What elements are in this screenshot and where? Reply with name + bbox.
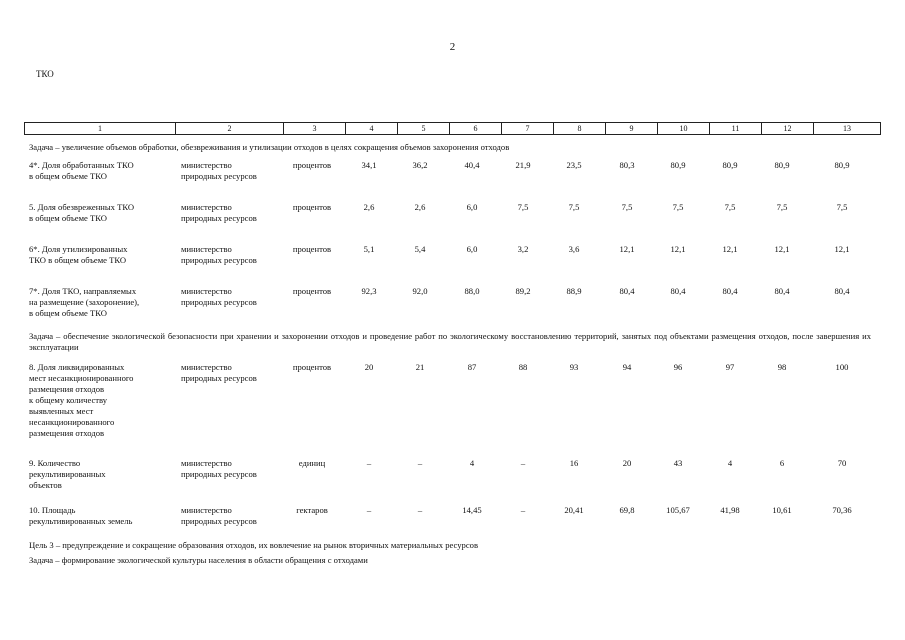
indicator-value: 7,5 — [836, 202, 848, 212]
indicator-value: 105,67 — [666, 505, 690, 515]
responsible-ministry: министерство природных ресурсов — [181, 244, 257, 265]
indicator-value: 20,41 — [564, 505, 584, 515]
indicator-name: 8. Доля ликвидированных мест несанкционированного размещения отходов к общему количеству выявленных мест несанкционированного размещения отходов — [29, 362, 134, 438]
indicator-value: 88,0 — [464, 286, 480, 296]
indicator-value: 94 — [622, 362, 632, 372]
unit: процентов — [292, 160, 332, 170]
indicator-value: 7,5 — [517, 202, 529, 212]
responsible-ministry: министерство природных ресурсов — [181, 362, 257, 383]
indicator-value: 80,4 — [670, 286, 686, 296]
column-number-header — [24, 122, 881, 135]
col-number: 3 — [284, 123, 346, 135]
indicator-value: 96 — [673, 362, 683, 372]
indicator-value: 80,9 — [722, 160, 738, 170]
col-number: 5 — [398, 123, 450, 135]
task-heading: Задача – обеспечение экологической безопасности при хранении и захоронении отходов и проведение работ по экологическому восстановлению территорий, занятых под объектами размещения отходов, после завершения их эксплуатации — [29, 331, 871, 352]
indicator-value: 6,0 — [466, 244, 478, 254]
col-number: 11 — [710, 123, 762, 135]
indicator-value: – — [366, 458, 372, 468]
unit: процентов — [292, 362, 332, 372]
indicator-value: 80,4 — [774, 286, 790, 296]
col-number: 4 — [346, 123, 398, 135]
unit: процентов — [292, 286, 332, 296]
indicator-name: 7*. Доля ТКО, направляемых на размещение (захоронение), в общем объеме ТКО — [29, 286, 140, 318]
col-number: 12 — [762, 123, 814, 135]
indicator-name: 5. Доля обезвреженных ТКО в общем объеме ТКО — [29, 202, 135, 223]
task-heading: Задача – увеличение объемов обработки, обезвреживания и утилизации отходов в целях сокращения объемов захоронения отходов — [29, 142, 510, 152]
task-heading: Задача – формирование экологической культуры населения в области обращения с отходами — [29, 555, 368, 565]
indicator-value: 80,9 — [774, 160, 790, 170]
indicator-value: 12,1 — [619, 244, 635, 254]
indicator-name: 10. Площадь рекультивированных земель — [29, 505, 133, 526]
indicator-value: 34,1 — [361, 160, 377, 170]
indicator-value: 98 — [777, 362, 787, 372]
responsible-ministry: министерство природных ресурсов — [181, 505, 257, 526]
col-number: 1 — [25, 123, 176, 135]
col-number: 13 — [814, 123, 881, 135]
indicator-value: 4 — [727, 458, 733, 468]
indicator-value: 14,45 — [462, 505, 482, 515]
indicator-value: 92,3 — [361, 286, 377, 296]
col-number: 10 — [658, 123, 710, 135]
col-number: 9 — [606, 123, 658, 135]
indicator-value: 20 — [622, 458, 632, 468]
indicator-value: 36,2 — [412, 160, 428, 170]
indicator-value: 5,1 — [363, 244, 375, 254]
indicator-value: 89,2 — [515, 286, 531, 296]
col-number: 7 — [502, 123, 554, 135]
indicator-value: 80,9 — [670, 160, 686, 170]
indicator-value: 88,9 — [566, 286, 582, 296]
indicator-value: 16 — [569, 458, 579, 468]
indicator-value: 2,6 — [363, 202, 375, 212]
responsible-ministry: министерство природных ресурсов — [181, 160, 257, 181]
indicator-value: 7,5 — [776, 202, 788, 212]
indicator-value: 41,98 — [720, 505, 740, 515]
indicator-value: 12,1 — [670, 244, 686, 254]
responsible-ministry: министерство природных ресурсов — [181, 286, 257, 307]
indicator-value: 70,36 — [832, 505, 852, 515]
indicator-value: 88 — [518, 362, 528, 372]
indicator-value: 23,5 — [566, 160, 582, 170]
indicator-value: 100 — [835, 362, 849, 372]
indicator-name: 4*. Доля обработанных ТКО в общем объеме ТКО — [29, 160, 134, 181]
indicator-value: 80,3 — [619, 160, 635, 170]
indicator-value: 6 — [779, 458, 785, 468]
indicator-value: 93 — [569, 362, 579, 372]
indicator-value: 80,4 — [722, 286, 738, 296]
indicator-value: 4 — [469, 458, 475, 468]
indicator-value: 3,6 — [568, 244, 580, 254]
indicator-value: – — [366, 505, 372, 515]
responsible-ministry: министерство природных ресурсов — [181, 202, 257, 223]
indicator-value: 21,9 — [515, 160, 531, 170]
indicator-value: 7,5 — [568, 202, 580, 212]
indicator-value: – — [417, 505, 423, 515]
indicator-value: – — [417, 458, 423, 468]
indicator-value: 7,5 — [621, 202, 633, 212]
unit: единиц — [298, 458, 326, 468]
indicator-value: 43 — [673, 458, 683, 468]
indicator-value: – — [520, 458, 526, 468]
indicator-value: 6,0 — [466, 202, 478, 212]
col-number: 8 — [554, 123, 606, 135]
indicator-value: 92,0 — [412, 286, 428, 296]
indicator-name: 6*. Доля утилизированных ТКО в общем объеме ТКО — [29, 244, 128, 265]
indicator-value: 40,4 — [464, 160, 480, 170]
indicator-value: 20 — [364, 362, 374, 372]
indicator-value: 69,8 — [619, 505, 635, 515]
indicator-value: 5,4 — [414, 244, 426, 254]
indicator-value: 12,1 — [722, 244, 738, 254]
indicator-value: 12,1 — [834, 244, 850, 254]
indicator-value: 10,61 — [772, 505, 792, 515]
indicator-value: 12,1 — [774, 244, 790, 254]
indicator-value: 80,9 — [834, 160, 850, 170]
unit: процентов — [292, 202, 332, 212]
page-number: 2 — [449, 41, 456, 53]
indicator-name: 9. Количество рекультивированных объектов — [29, 458, 106, 490]
indicator-value: 21 — [415, 362, 425, 372]
indicator-value: 7,5 — [672, 202, 684, 212]
col-number: 6 — [450, 123, 502, 135]
section-heading: ТКО — [36, 69, 54, 79]
indicator-value: 80,4 — [834, 286, 850, 296]
responsible-ministry: министерство природных ресурсов — [181, 458, 257, 479]
indicator-value: 3,2 — [517, 244, 529, 254]
indicator-value: 87 — [467, 362, 477, 372]
indicator-value: 7,5 — [724, 202, 736, 212]
indicator-value: 97 — [725, 362, 735, 372]
indicator-value: 80,4 — [619, 286, 635, 296]
goal-heading: Цель 3 – предупреждение и сокращение образования отходов, их вовлечение на рынок вторичных материальных ресурсов — [29, 540, 479, 550]
col-number: 2 — [176, 123, 284, 135]
unit: процентов — [292, 244, 332, 254]
indicator-value: – — [520, 505, 526, 515]
indicator-value: 2,6 — [414, 202, 426, 212]
unit: гектаров — [296, 505, 328, 515]
indicator-value: 70 — [837, 458, 847, 468]
